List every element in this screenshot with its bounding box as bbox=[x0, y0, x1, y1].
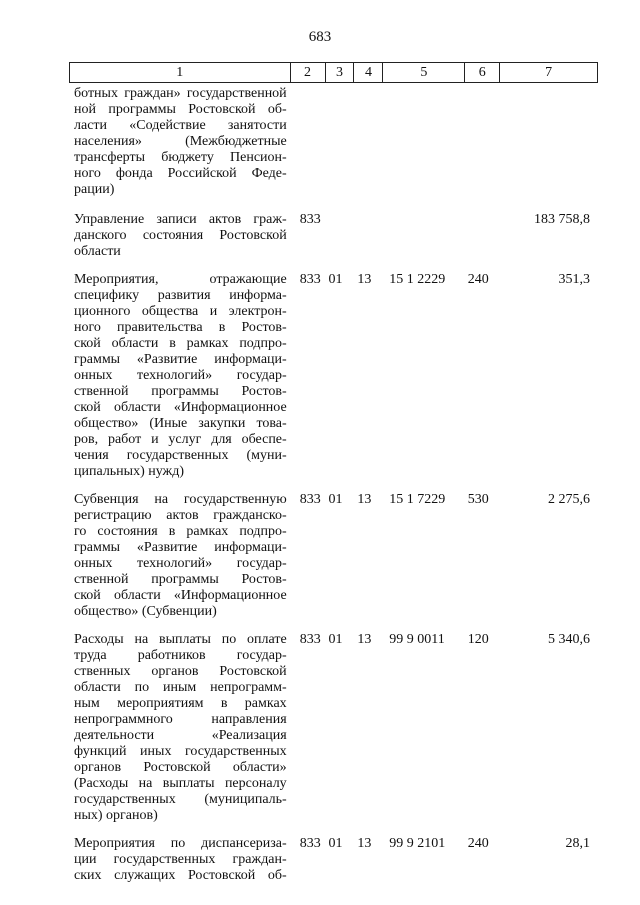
description-line: данского состояния Ростовской bbox=[74, 228, 287, 243]
description-line: специфику развития информа- bbox=[74, 288, 287, 303]
column-header-6: 6 bbox=[465, 63, 500, 82]
description-line: ной программы Ростовской об- bbox=[74, 102, 287, 117]
row-description bbox=[69, 492, 287, 620]
column-header-5: 5 bbox=[383, 63, 465, 82]
description-line: населения» (Межбюджетные bbox=[74, 134, 287, 149]
description-line: ров, работ и услуг для обеспе- bbox=[74, 432, 287, 447]
description-line: ласти «Содействие занятости bbox=[74, 118, 287, 133]
table-body bbox=[69, 86, 598, 884]
description-line: ской области «Информационное bbox=[74, 400, 287, 415]
code-section: 01 bbox=[328, 632, 343, 647]
amount: 28,1 bbox=[565, 836, 591, 851]
code-chapter bbox=[287, 86, 324, 198]
row-description bbox=[69, 836, 287, 884]
table-row bbox=[69, 836, 598, 884]
page-number: 683 bbox=[308, 29, 332, 45]
code-expense-type: 530 bbox=[467, 492, 489, 507]
description-line: Мероприятия, отражающие bbox=[74, 272, 287, 287]
description-line: ципальных) нужд) bbox=[74, 464, 185, 479]
description-line: непрограммного направления bbox=[74, 712, 287, 727]
code-subsection: 13 bbox=[357, 836, 372, 851]
description-line: органов Ростовской области» bbox=[74, 760, 287, 775]
code-expense-type: 240 bbox=[467, 836, 489, 851]
code-target: 99 9 2101 bbox=[389, 836, 446, 851]
description-line: регистрацию актов гражданско- bbox=[74, 508, 287, 523]
table-row bbox=[69, 86, 598, 198]
amount bbox=[497, 86, 598, 198]
description-line: ного фонда Российской Феде- bbox=[74, 166, 287, 181]
amount: 351,3 bbox=[558, 272, 591, 287]
description-line: онных технологий» государ- bbox=[74, 368, 287, 383]
code-subsection: 13 bbox=[357, 632, 372, 647]
amount: 183 758,8 bbox=[534, 212, 591, 227]
code-expense-type: 240 bbox=[467, 272, 489, 287]
row-description bbox=[69, 86, 287, 198]
description-line: онных технологий» государ- bbox=[74, 556, 287, 571]
description-line: общество» (Субвенции) bbox=[74, 604, 217, 619]
table-row bbox=[69, 212, 598, 260]
description-line: ских служащих Ростовской об- bbox=[74, 868, 287, 883]
code-subsection: 13 bbox=[357, 272, 372, 287]
description-line: ции государственных граждан- bbox=[74, 852, 287, 867]
description-line: ботных граждан» государственной bbox=[74, 86, 287, 101]
description-line: ственной программы Ростов- bbox=[74, 572, 287, 587]
code-subsection: 13 bbox=[357, 492, 372, 507]
description-line: ственных органов Ростовской bbox=[74, 664, 287, 679]
description-line: ской области «Информационное bbox=[74, 588, 287, 603]
description-line: граммы «Развитие информаци- bbox=[74, 540, 287, 555]
description-line: области по иным непрограмм- bbox=[74, 680, 287, 695]
table-row bbox=[69, 632, 598, 824]
table-row bbox=[69, 492, 598, 620]
table-header bbox=[69, 62, 598, 83]
description-line: деятельности «Реализация bbox=[74, 728, 287, 743]
description-line: (Расходы на выплаты персоналу bbox=[74, 776, 287, 791]
description-line: Управление записи актов граж- bbox=[74, 212, 287, 227]
description-line: области bbox=[74, 244, 121, 259]
code-subsection bbox=[354, 212, 382, 260]
description-line: трансферты бюджету Пенсион- bbox=[74, 150, 287, 165]
code-section bbox=[324, 86, 355, 198]
column-header-1: 1 bbox=[70, 63, 291, 82]
description-line: ным мероприятиям в рамках bbox=[74, 696, 287, 711]
code-expense-type bbox=[465, 86, 497, 198]
code-target bbox=[382, 86, 465, 198]
code-chapter: 833 bbox=[299, 632, 321, 647]
description-line: граммы «Развитие информаци- bbox=[74, 352, 287, 367]
code-subsection bbox=[354, 86, 382, 198]
code-expense-type bbox=[465, 212, 497, 260]
table-row bbox=[69, 272, 598, 480]
description-line: ных) органов) bbox=[74, 808, 158, 823]
amount: 5 340,6 bbox=[548, 632, 591, 647]
description-line: чения государственных (муни- bbox=[74, 448, 287, 463]
code-target: 15 1 7229 bbox=[389, 492, 446, 507]
description-line: Субвенция на государственную bbox=[74, 492, 287, 507]
code-target: 99 9 0011 bbox=[389, 632, 445, 647]
description-line: государственных (муниципаль- bbox=[74, 792, 287, 807]
column-header-4: 4 bbox=[354, 63, 383, 82]
description-line: общество» (Иные закупки това- bbox=[74, 416, 287, 431]
description-line: го состояния в рамках подпро- bbox=[74, 524, 287, 539]
code-section bbox=[324, 212, 355, 260]
code-target bbox=[382, 212, 465, 260]
code-chapter: 833 bbox=[299, 492, 321, 507]
column-header-7: 7 bbox=[500, 63, 598, 82]
description-line: рации) bbox=[74, 182, 115, 197]
description-line: ционного общества и электрон- bbox=[74, 304, 287, 319]
code-section: 01 bbox=[328, 836, 343, 851]
row-description bbox=[69, 632, 287, 824]
column-header-3: 3 bbox=[326, 63, 355, 82]
row-description bbox=[69, 212, 287, 260]
code-chapter: 833 bbox=[299, 212, 321, 227]
code-expense-type: 120 bbox=[467, 632, 489, 647]
code-chapter: 833 bbox=[299, 836, 321, 851]
description-line: ного правительства в Ростов- bbox=[74, 320, 287, 335]
code-section: 01 bbox=[328, 492, 343, 507]
description-line: ской области в рамках подпро- bbox=[74, 336, 287, 351]
description-line: функций иных государственных bbox=[74, 744, 287, 759]
code-target: 15 1 2229 bbox=[389, 272, 446, 287]
code-section: 01 bbox=[328, 272, 343, 287]
code-chapter: 833 bbox=[299, 272, 321, 287]
column-header-2: 2 bbox=[291, 63, 326, 82]
row-description bbox=[69, 272, 287, 480]
description-line: Мероприятия по диспансериза- bbox=[74, 836, 287, 851]
description-line: Расходы на выплаты по оплате bbox=[74, 632, 287, 647]
description-line: ственной программы Ростов- bbox=[74, 384, 287, 399]
description-line: труда работников государ- bbox=[74, 648, 287, 663]
amount: 2 275,6 bbox=[548, 492, 591, 507]
